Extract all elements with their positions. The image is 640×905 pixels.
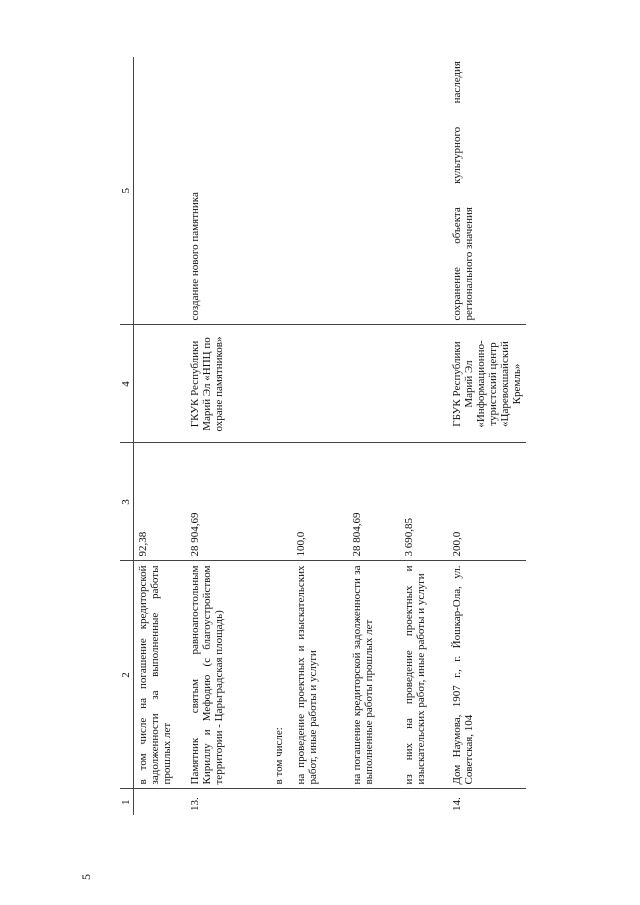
table-row <box>448 57 526 815</box>
page-number: 5 <box>79 874 93 880</box>
table-row <box>348 57 400 815</box>
row-number <box>400 789 448 815</box>
row-number <box>292 789 348 815</box>
data-table <box>120 57 526 815</box>
row-amount: 200,0 <box>448 443 526 561</box>
row-purpose <box>348 57 400 325</box>
row-purpose: создание нового памятника <box>186 57 270 325</box>
row-amount: 100,0 <box>292 443 348 561</box>
row-organization <box>134 325 186 443</box>
row-number <box>134 789 186 815</box>
row-amount <box>270 443 292 561</box>
row-amount: 28 804,69 <box>348 443 400 561</box>
row-description: в том числе: <box>270 561 292 789</box>
row-organization <box>348 325 400 443</box>
row-description: Памятник святым равноапостольным Кириллу и Мефодию (с благоустройством территории - Царьградская площадь) <box>186 561 270 789</box>
row-description: Дом Наумова, 1907 г., г. Йошкар-Ола, ул. Советская, 104 <box>448 561 526 789</box>
column-header: 3 <box>120 443 134 561</box>
row-description: из них на проведение проектных и изыскательских работ, иные работы и услуги <box>400 561 448 789</box>
table-row <box>134 57 186 815</box>
row-description: на проведение проектных и изыскательских работ, иные работы и услуги <box>292 561 348 789</box>
row-organization <box>270 325 292 443</box>
row-purpose <box>270 57 292 325</box>
row-purpose: сохранение объекта культурного наследия регионального значения <box>448 57 526 325</box>
column-header: 1 <box>120 789 134 815</box>
row-number: 14. <box>450 797 463 811</box>
column-header: 5 <box>120 57 134 325</box>
row-number: 13. <box>188 797 201 811</box>
column-header: 4 <box>120 325 134 443</box>
row-purpose <box>400 57 448 325</box>
row-organization: ГКУК Республики Марий Эл «НПЦ по охране памятников» <box>186 325 270 443</box>
row-organization <box>292 325 348 443</box>
row-amount: 28 904,69 <box>186 443 270 561</box>
table-row <box>292 57 348 815</box>
row-description: в том числе на погашение кредиторской задолженности за выполненные работы прошлых лет <box>134 561 186 789</box>
column-header: 2 <box>120 561 134 789</box>
table-row <box>186 57 270 815</box>
row-description: на погашение кредиторской задолженности за выполненные работы прошлых лет <box>348 561 400 789</box>
row-number <box>270 789 292 815</box>
table-row <box>270 57 292 815</box>
row-organization: ГБУК Республики Марий Эл «Информационно-туристский центр «Царевокшайский Кремль» <box>448 325 526 443</box>
row-organization <box>400 325 448 443</box>
row-purpose <box>292 57 348 325</box>
row-amount: 92,38 <box>134 443 186 561</box>
row-number <box>348 789 400 815</box>
row-amount: 3 690,85 <box>400 443 448 561</box>
table-row <box>400 57 448 815</box>
table-header-row <box>120 57 134 815</box>
row-purpose <box>134 57 186 325</box>
